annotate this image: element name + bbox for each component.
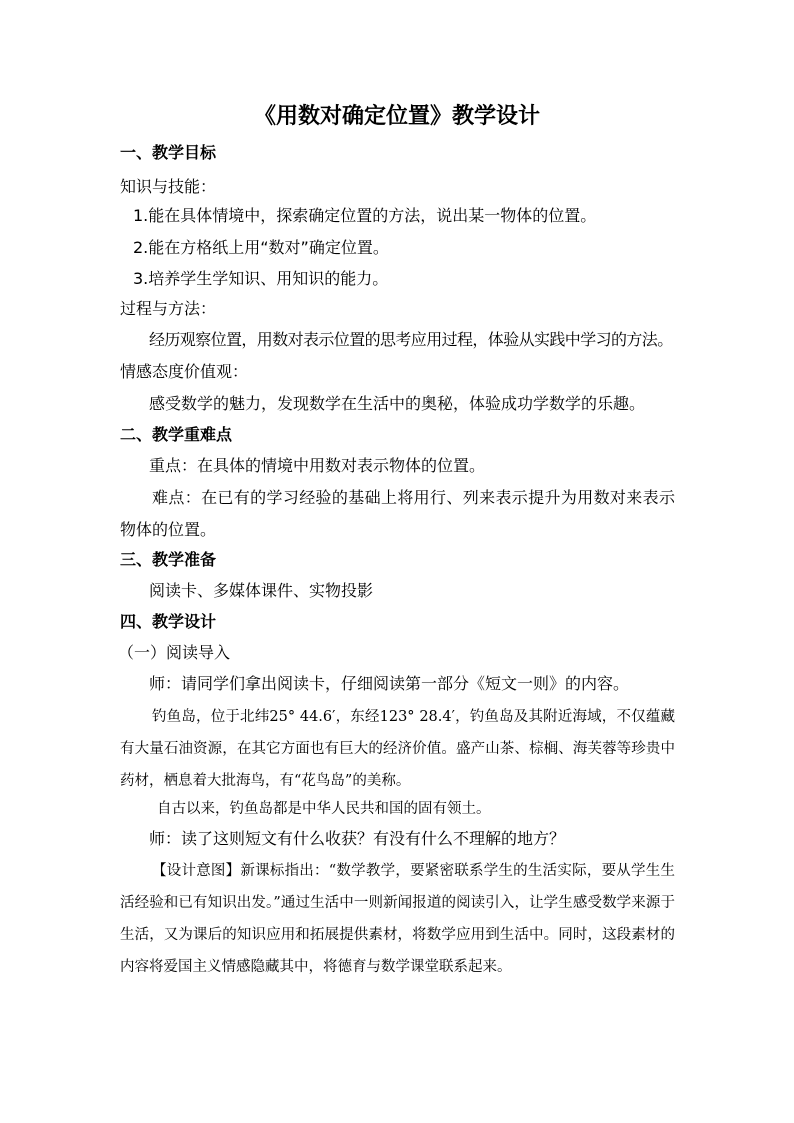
subsection-reading-intro: （一）阅读导入 [118, 643, 231, 662]
key-point-text: 重点：在具体的情境中用数对表示物体的位置。 [149, 456, 486, 475]
reading-passage: 钓鱼岛，位于北纬25° 44.6′，东经123° 28.4′，钓鱼岛及其附近海域，不仅蕴藏有大量石油资源，在其它方面也有巨大的经济价值。盛产山茶、棕榈、海芙蓉等珍贵中药材，栖息着大批海鸟，有“花鸟岛”的美称。 [120, 709, 675, 789]
knowledge-skills-label: 知识与技能： [120, 177, 217, 196]
preparation-text: 阅读卡、多媒体课件、实物投影 [149, 581, 374, 600]
document-title: 《用数对确定位置》教学设计 [253, 103, 540, 129]
teacher-question: 师：读了这则短文有什么收获？有没有什么不理解的地方？ [149, 829, 566, 848]
process-method-text: 经历观察位置，用数对表示位置的思考应用过程，体验从实践中学习的方法。 [149, 330, 673, 349]
section-heading-key-points: 二、教学重难点 [120, 425, 233, 444]
section-heading-design: 四、教学设计 [120, 612, 217, 631]
process-method-label: 过程与方法： [120, 299, 217, 318]
emotion-attitude-label: 情感态度价值观： [120, 362, 249, 381]
teacher-instruction: 师：请同学们拿出阅读卡，仔细阅读第一部分《短文一则》的内容。 [149, 674, 630, 693]
difficult-point-text: 难点：在已有的学习经验的基础上将用行、列来表示提升为用数对来表示物体的位置。 [120, 488, 675, 539]
section-heading-objectives: 一、教学目标 [120, 143, 217, 162]
emotion-attitude-text: 感受数学的魅力，发现数学在生活中的奥秘，体验成功学数学的乐趣。 [149, 394, 646, 413]
objective-item: 1.能在具体情境中，探索确定位置的方法，说出某一物体的位置。 [133, 206, 597, 225]
design-intent-text: 【设计意图】新课标指出：“数学教学，要紧密联系学生的生活实际，要从学生生活经验和已有知识出发。”通过生活中一则新闻报道的阅读引入，让学生感受数学来源于生活，又为课后的知识应用和拓展提供素材，将数学应用到生活中。同时，这段素材的内容将爱国主义情感隐藏其中，将德育与数学课堂联系起来。 [120, 863, 675, 975]
objective-item: 3.培养学生学知识、用知识的能力。 [133, 269, 389, 288]
reading-passage-conclusion: 自古以来，钓鱼岛都是中华人民共和国的固有领土。 [157, 801, 491, 817]
objective-item: 2.能在方格纸上用“数对”确定位置。 [133, 238, 389, 257]
section-heading-preparation: 三、教学准备 [120, 550, 217, 569]
